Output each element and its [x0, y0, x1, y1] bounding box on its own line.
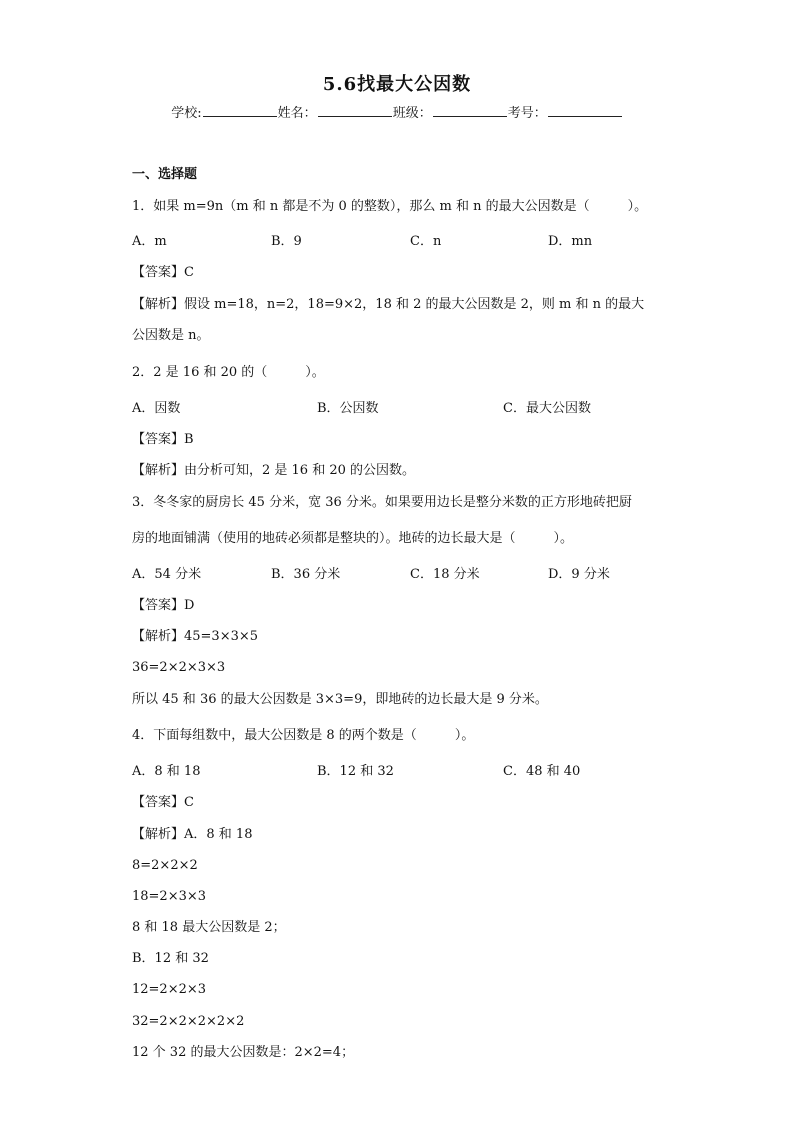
q1-option-b: B．9 [271, 234, 302, 249]
number-blank [548, 104, 622, 117]
q3-analysis-1: 【解析】45=3×3×5 [132, 629, 259, 644]
q2-option-b: B．公因数 [317, 401, 379, 416]
q4-option-c: C．48 和 40 [503, 764, 581, 779]
q3-analysis-3: 所以 45 和 36 的最大公因数是 3×3=9，即地砖的边长最大是 9 分米。 [132, 692, 548, 707]
q2-option-a: A．因数 [132, 401, 181, 416]
class-label: 班级： [392, 106, 432, 121]
page-title: 5.6找最大公因数 [322, 74, 472, 95]
q2-answer: 【答案】B [132, 432, 194, 447]
q3-analysis-2: 36=2×2×3×3 [132, 660, 226, 675]
q4-analysis-2: 8=2×2×2 [132, 858, 198, 873]
q1-option-a: A．m [132, 234, 167, 249]
q4-analysis-1: 【解析】A．8 和 18 [132, 827, 253, 842]
q1-answer: 【答案】C [132, 265, 194, 280]
q2-stem [132, 364, 672, 382]
q4-analysis-6: 12=2×2×3 [132, 982, 207, 997]
school-blank [203, 104, 277, 117]
q1-analysis-2: 公因数是 n。 [132, 328, 210, 343]
student-info-line [0, 102, 794, 121]
q2-stem-end: ）。 [305, 365, 325, 380]
q3-option-a: A．54 分米 [132, 567, 202, 582]
q4-option-a: A．8 和 18 [132, 764, 201, 779]
q3-option-b: B．36 分米 [271, 567, 341, 582]
school-label: 学校: [171, 106, 202, 121]
q2-analysis-1: 【解析】由分析可知，2 是 16 和 20 的公因数。 [132, 463, 416, 478]
class-blank [433, 104, 507, 117]
q4-stem-text: 4．下面每组数中，最大公因数是 8 的两个数是（ [132, 728, 417, 743]
q3-stem-1: 3．冬冬家的厨房长 45 分米，宽 36 分米。如果要用边长是整分米数的正方形地砖把厨 [132, 495, 632, 510]
q3-option-d: D．9 分米 [548, 567, 610, 582]
q1-option-c: C．n [410, 234, 442, 249]
q1-option-d: D．mn [548, 234, 593, 249]
q1-stem-end: ）。 [627, 199, 648, 214]
q3-stem-text: 房的地面铺满（使用的地砖必须都是整块的）。地砖的边长最大是（ [132, 531, 516, 546]
q1-analysis-1: 【解析】假设 m=18，n=2，18=9×2，18 和 2 的最大公因数是 2，则 m 和 n 的最大 [132, 297, 645, 312]
q3-stem-end: ）。 [553, 531, 574, 546]
q4-stem [132, 727, 672, 745]
number-label: 考号： [507, 106, 547, 121]
q4-analysis-4: 8 和 18 最大公因数是 2； [132, 920, 286, 935]
q2-stem-text: 2．2 是 16 和 20 的（ [132, 365, 268, 380]
q4-stem-end: ）。 [454, 728, 475, 743]
q1-stem-text: 1．如果 m=9n（m 和 n 都是不为 0 的整数），那么 m 和 n 的最大公因数是（ [132, 199, 590, 214]
q4-option-b: B．12 和 32 [317, 764, 394, 779]
q3-answer: 【答案】D [132, 598, 195, 613]
section-heading: 一、选择题 [132, 167, 198, 182]
q4-analysis-7: 32=2×2×2×2×2 [132, 1014, 245, 1029]
name-blank [318, 104, 392, 117]
q2-option-c: C．最大公因数 [503, 401, 591, 416]
q3-stem-2 [132, 530, 672, 548]
q3-option-c: C．18 分米 [410, 567, 480, 582]
q1-stem [132, 198, 672, 216]
q4-answer: 【答案】C [132, 795, 194, 810]
q4-analysis-5: B．12 和 32 [132, 951, 209, 966]
name-label: 姓名： [277, 106, 317, 121]
q4-analysis-3: 18=2×3×3 [132, 889, 207, 904]
q4-analysis-8: 12 个 32 的最大公因数是：2×2=4； [132, 1045, 355, 1060]
